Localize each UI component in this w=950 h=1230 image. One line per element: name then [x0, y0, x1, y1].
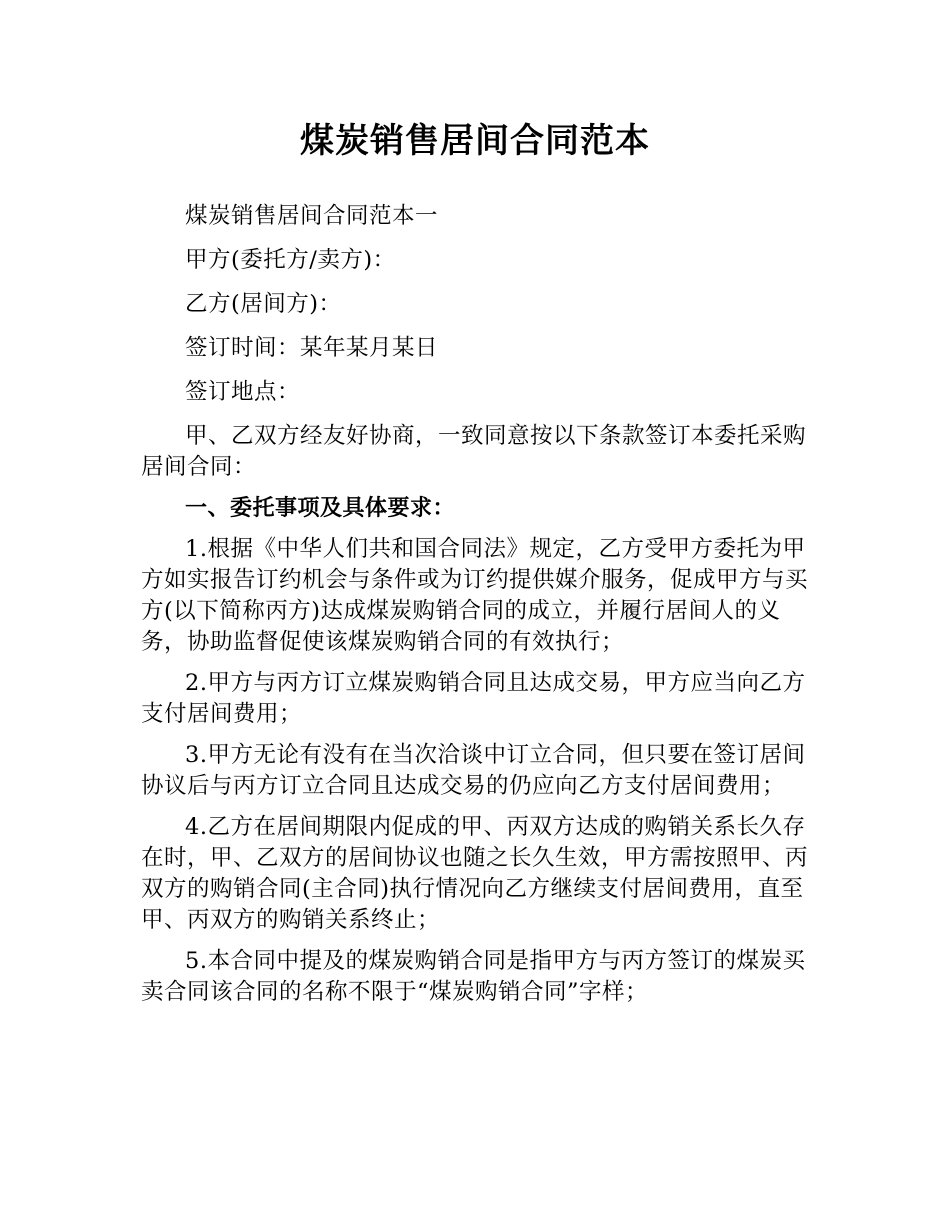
document-title: 煤炭销售居间合同范本	[300, 121, 650, 161]
clause-item: 3.甲方无论有没有在当次洽谈中订立合同，但只要在签订居间协议后与丙方订立合同且达成交易的仍应向乙方支付居间费用；	[141, 742, 806, 799]
clause-item: 2.甲方与丙方订立煤炭购销合同且达成交易，甲方应当向乙方支付居间费用；	[141, 670, 806, 727]
party-b-line: 乙方(居间方)：	[185, 291, 342, 317]
clause-item: 1.根据《中华人们共和国合同法》规定，乙方受甲方委托为甲方如实报告订约机会与条件或为订约提供媒介服务，促成甲方与买方(以下简称丙方)达成煤炭购销合同的成立，并履行居间人的义务，协助监督促使该煤炭购销合同的有效执行；	[141, 536, 809, 655]
section-heading: 一、委托事项及具体要求：	[185, 496, 456, 521]
sign-date-line: 签订时间：某年某月某日	[185, 335, 439, 361]
document-body	[141, 201, 813, 1018]
contract-subtitle: 煤炭销售居间合同范本一	[185, 203, 439, 229]
party-a-line: 甲方(委托方/卖方)：	[185, 247, 396, 273]
clause-item: 4.乙方在居间期限内促成的甲、丙双方达成的购销关系长久存在时，甲、乙双方的居间协议也随之长久生效，甲方需按照甲、丙双方的购销合同(主合同)执行情况向乙方继续支付居间费用，直至甲、丙双方的购销关系终止；	[141, 814, 809, 933]
clause-item: 5.本合同中提及的煤炭购销合同是指甲方与丙方签订的煤炭买卖合同该合同的名称不限于“煤炭购销合同”字样；	[141, 948, 806, 1005]
sign-place-line: 签订地点：	[185, 379, 301, 405]
intro-paragraph: 甲、乙双方经友好协商，一致同意按以下条款签订本委托采购居间合同：	[141, 423, 807, 480]
